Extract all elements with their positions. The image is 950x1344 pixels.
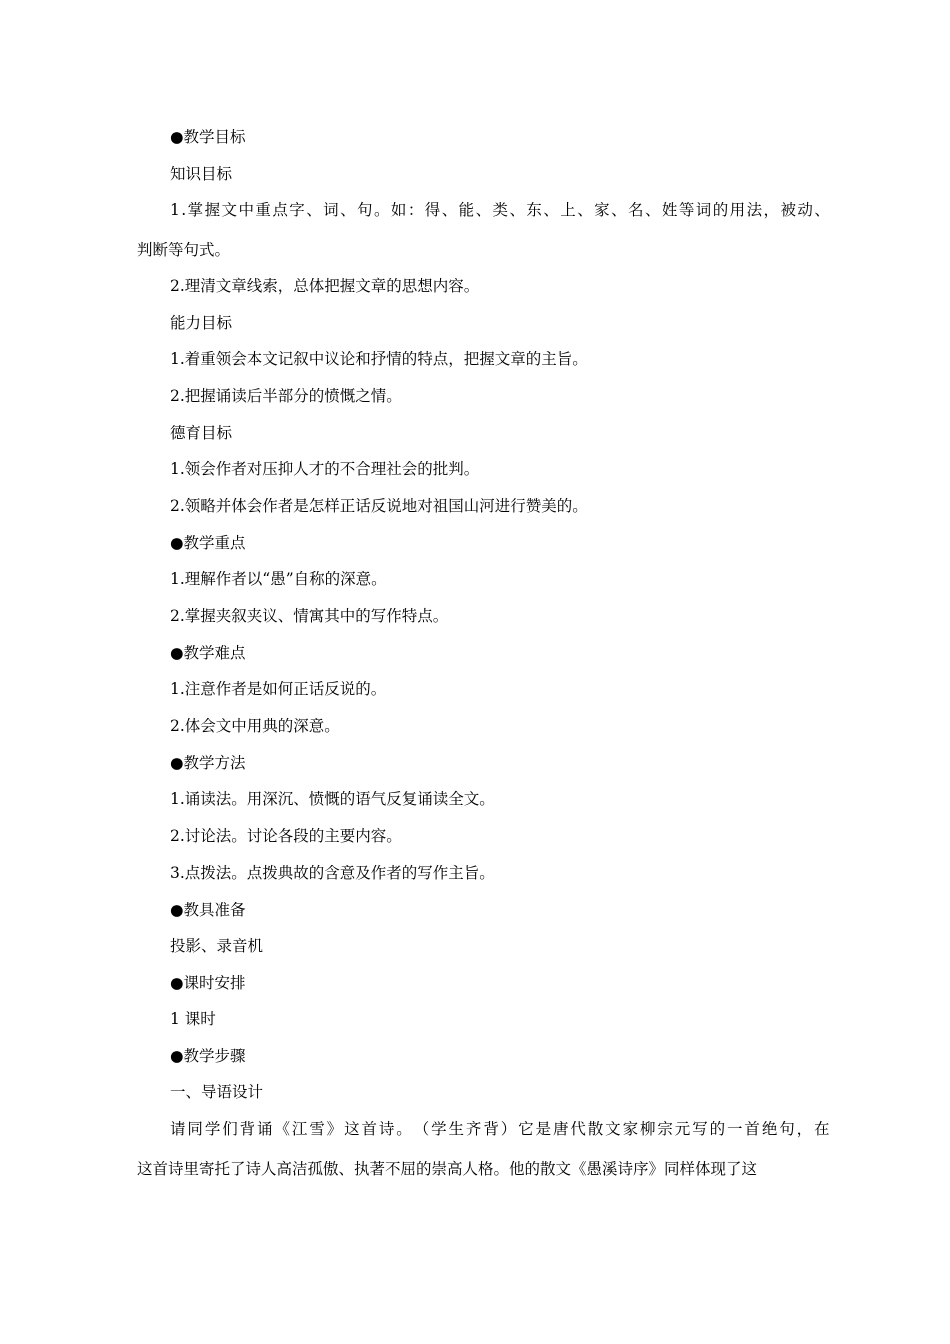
paragraph-line: 1.理解作者以“愚”自称的深意。 bbox=[170, 570, 387, 588]
paragraph-line: 2.理清文章线索，总体把握文章的思想内容。 bbox=[170, 277, 480, 295]
paragraph-line: 2.体会文中用典的深意。 bbox=[170, 717, 340, 735]
paragraph-line: 这首诗里寄托了诗人高洁孤傲、执著不屈的崇高人格。他的散文《愚溪诗序》同样体现了这 bbox=[137, 1160, 758, 1178]
paragraph-line: 1.领会作者对压抑人才的不合理社会的批判。 bbox=[170, 460, 480, 478]
paragraph-line: 3.点拨法。点拨典故的含意及作者的写作主旨。 bbox=[170, 864, 495, 882]
paragraph-line: 2.讨论法。讨论各段的主要内容。 bbox=[170, 827, 402, 845]
paragraph-line: 1 课时 bbox=[170, 1010, 216, 1028]
paragraph-line: 2.领略并体会作者是怎样正话反说地对祖国山河进行赞美的。 bbox=[170, 497, 588, 515]
heading-teaching-goals: ●教学目标 bbox=[170, 128, 246, 146]
heading-teaching-focus: ●教学重点 bbox=[170, 534, 246, 552]
subheading-intro-design: 一、导语设计 bbox=[170, 1083, 264, 1101]
paragraph-line: 2.把握诵读后半部分的愤慨之情。 bbox=[170, 387, 402, 405]
heading-teaching-difficulty: ●教学难点 bbox=[170, 644, 246, 662]
paragraph-line: 判断等句式。 bbox=[137, 241, 231, 259]
paragraph-line: 1.诵读法。用深沉、愤慨的语气反复诵读全文。 bbox=[170, 790, 495, 808]
heading-teaching-aids: ●教具准备 bbox=[170, 901, 246, 919]
subheading-knowledge-goals: 知识目标 bbox=[170, 165, 233, 183]
paragraph-line: 2.掌握夹叙夹议、情寓其中的写作特点。 bbox=[170, 607, 449, 625]
paragraph-line: 1.着重领会本文记叙中议论和抒情的特点，把握文章的主旨。 bbox=[170, 350, 588, 368]
paragraph-line: 投影、录音机 bbox=[170, 937, 264, 955]
heading-teaching-methods: ●教学方法 bbox=[170, 754, 246, 772]
heading-class-schedule: ●课时安排 bbox=[170, 974, 246, 992]
subheading-ability-goals: 能力目标 bbox=[170, 314, 233, 332]
paragraph-line: 1 . 掌 握 文 中 重 点 字 、 词 、 句 。 如 ： 得 、 能 、 类 、 东 、 上 、 家 、 名 、 姓 等 词 的 用 法 ， 被 动 、 bbox=[170, 201, 830, 219]
heading-teaching-steps: ●教学步骤 bbox=[170, 1047, 246, 1065]
paragraph-line: 请 同 学 们 背 诵 《 江 雪 》 这 首 诗 。 （ 学 生 齐 背 ） 它 是 唐 代 散 文 家 柳 宗 元 写 的 一 首 绝 句 ， 在 bbox=[170, 1120, 830, 1138]
subheading-moral-goals: 德育目标 bbox=[170, 424, 233, 442]
paragraph-line: 1.注意作者是如何正话反说的。 bbox=[170, 680, 387, 698]
